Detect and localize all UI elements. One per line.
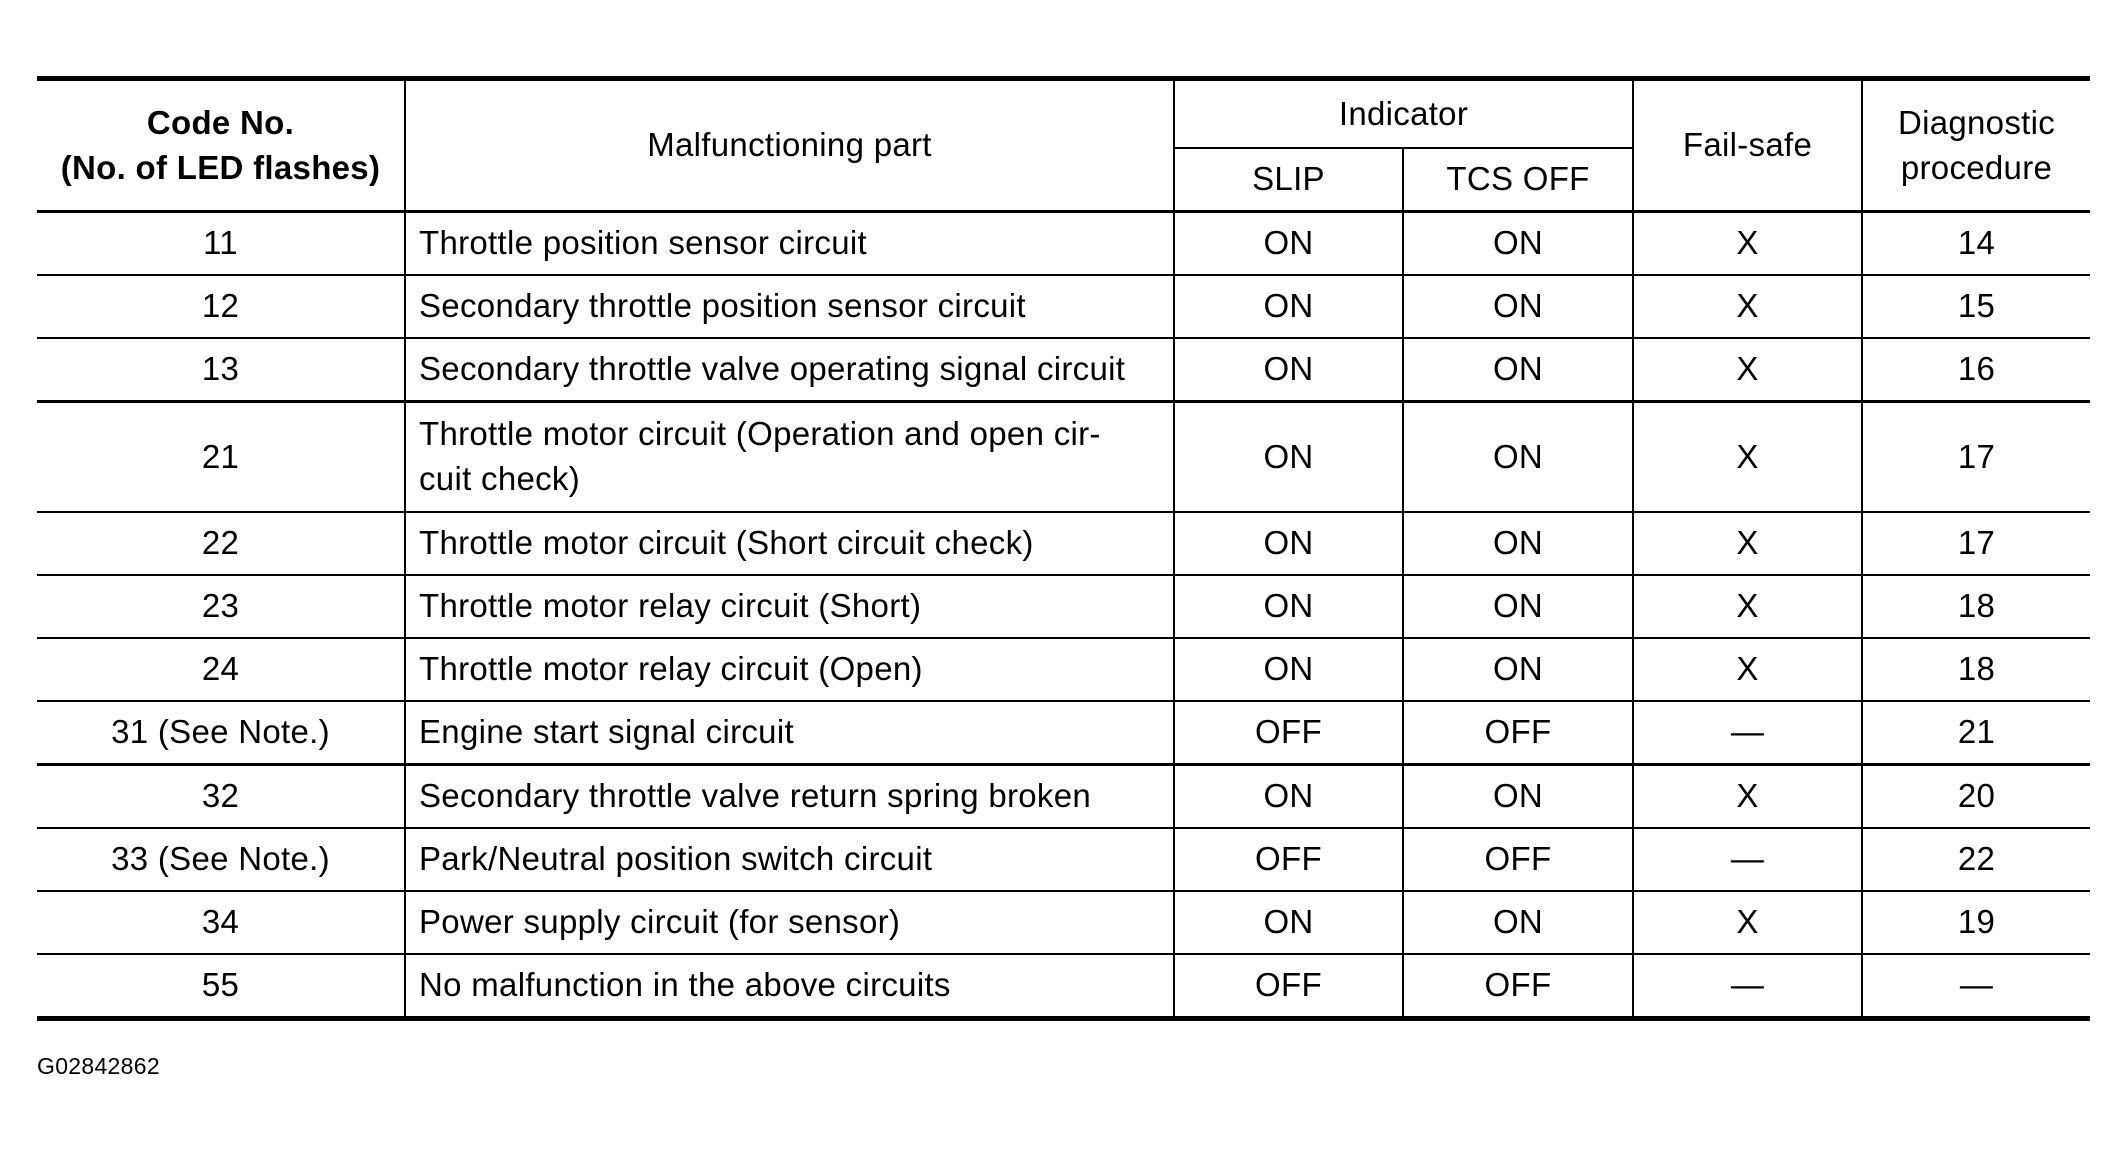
cell-code: 24: [37, 638, 405, 701]
cell-slip: ON: [1174, 402, 1403, 513]
table-row: [37, 891, 2090, 954]
table-row: [37, 512, 2090, 575]
cell-part: Throttle motor relay circuit (Short): [405, 575, 1174, 638]
cell-tcs-off: OFF: [1403, 954, 1633, 1019]
cell-tcs-off: ON: [1403, 575, 1633, 638]
cell-part: [405, 402, 1174, 513]
cell-code: 33 (See Note.): [37, 828, 405, 891]
cell-procedure: 21: [1862, 701, 2090, 765]
header-fail-safe: Fail-safe: [1633, 79, 1862, 212]
cell-procedure: 17: [1862, 512, 2090, 575]
cell-procedure: 22: [1862, 828, 2090, 891]
diagnostic-code-table: [37, 76, 2090, 1021]
cell-procedure: 20: [1862, 765, 2090, 829]
cell-slip: OFF: [1174, 701, 1403, 765]
cell-code: 32: [37, 765, 405, 829]
table-header: [37, 79, 2090, 212]
cell-part-line2: cuit check): [419, 460, 581, 497]
header-diag-line2: procedure: [1900, 148, 2053, 186]
cell-fail-safe: —: [1633, 828, 1862, 891]
cell-fail-safe: X: [1633, 212, 1862, 276]
cell-part: Throttle motor circuit (Short circuit check): [405, 512, 1174, 575]
header-code-line2: (No. of LED flashes): [60, 148, 381, 186]
cell-part: Secondary throttle valve return spring broken: [405, 765, 1174, 829]
cell-slip: ON: [1174, 765, 1403, 829]
cell-procedure: 16: [1862, 338, 2090, 402]
cell-fail-safe: X: [1633, 402, 1862, 513]
cell-fail-safe: X: [1633, 575, 1862, 638]
cell-tcs-off: OFF: [1403, 701, 1633, 765]
table-body: [37, 212, 2090, 1019]
header-slip: SLIP: [1174, 148, 1403, 212]
table-row: [37, 338, 2090, 402]
cell-slip: OFF: [1174, 828, 1403, 891]
cell-tcs-off: ON: [1403, 891, 1633, 954]
cell-fail-safe: X: [1633, 512, 1862, 575]
table-row: [37, 402, 2090, 513]
header-code-no: [37, 79, 405, 212]
table-row: [37, 638, 2090, 701]
cell-procedure: 17: [1862, 402, 2090, 513]
cell-tcs-off: ON: [1403, 638, 1633, 701]
cell-code: 31 (See Note.): [37, 701, 405, 765]
cell-fail-safe: X: [1633, 275, 1862, 338]
cell-code: 23: [37, 575, 405, 638]
cell-fail-safe: X: [1633, 891, 1862, 954]
cell-slip: OFF: [1174, 954, 1403, 1019]
table-row: [37, 275, 2090, 338]
cell-tcs-off: ON: [1403, 338, 1633, 402]
cell-code: 21: [37, 402, 405, 513]
cell-part: No malfunction in the above circuits: [405, 954, 1174, 1019]
cell-procedure: —: [1862, 954, 2090, 1019]
cell-procedure: 14: [1862, 212, 2090, 276]
cell-part-line1: Throttle motor circuit (Operation and open cir-: [419, 415, 1101, 453]
header-row-top: [37, 79, 2090, 149]
cell-tcs-off: ON: [1403, 212, 1633, 276]
cell-part: Throttle motor relay circuit (Open): [405, 638, 1174, 701]
header-diag-line1: Diagnostic: [1897, 103, 2056, 141]
cell-part: Secondary throttle position sensor circuit: [405, 275, 1174, 338]
diagnostic-code-table-container: [37, 76, 2090, 1021]
cell-tcs-off: ON: [1403, 512, 1633, 575]
cell-slip: ON: [1174, 512, 1403, 575]
cell-part: Engine start signal circuit: [405, 701, 1174, 765]
cell-fail-safe: —: [1633, 701, 1862, 765]
cell-procedure: 19: [1862, 891, 2090, 954]
cell-code: 34: [37, 891, 405, 954]
cell-code: 22: [37, 512, 405, 575]
figure-id: G02842862: [37, 1053, 160, 1079]
cell-tcs-off: ON: [1403, 402, 1633, 513]
cell-code: 12: [37, 275, 405, 338]
table-row: [37, 828, 2090, 891]
table-row: [37, 701, 2090, 765]
cell-procedure: 18: [1862, 638, 2090, 701]
cell-slip: ON: [1174, 275, 1403, 338]
cell-fail-safe: X: [1633, 338, 1862, 402]
cell-slip: ON: [1174, 338, 1403, 402]
cell-part: Power supply circuit (for sensor): [405, 891, 1174, 954]
cell-code: 55: [37, 954, 405, 1019]
table-row: [37, 765, 2090, 829]
cell-fail-safe: —: [1633, 954, 1862, 1019]
cell-tcs-off: ON: [1403, 765, 1633, 829]
cell-part: Secondary throttle valve operating signal circuit: [405, 338, 1174, 402]
header-code-line1: Code No.: [146, 103, 295, 141]
cell-tcs-off: OFF: [1403, 828, 1633, 891]
cell-slip: ON: [1174, 212, 1403, 276]
cell-procedure: 18: [1862, 575, 2090, 638]
cell-slip: ON: [1174, 575, 1403, 638]
header-tcs-off: TCS OFF: [1403, 148, 1633, 212]
cell-slip: ON: [1174, 638, 1403, 701]
table-row: [37, 575, 2090, 638]
cell-code: 11: [37, 212, 405, 276]
cell-tcs-off: ON: [1403, 275, 1633, 338]
cell-part: Throttle position sensor circuit: [405, 212, 1174, 276]
cell-procedure: 15: [1862, 275, 2090, 338]
header-indicator: Indicator: [1174, 79, 1633, 149]
header-diagnostic-procedure: [1862, 79, 2090, 212]
header-malfunctioning-part: Malfunctioning part: [405, 79, 1174, 212]
table-row: [37, 954, 2090, 1019]
cell-fail-safe: X: [1633, 638, 1862, 701]
cell-fail-safe: X: [1633, 765, 1862, 829]
table-row: [37, 212, 2090, 276]
cell-code: 13: [37, 338, 405, 402]
cell-slip: ON: [1174, 891, 1403, 954]
cell-part: Park/Neutral position switch circuit: [405, 828, 1174, 891]
